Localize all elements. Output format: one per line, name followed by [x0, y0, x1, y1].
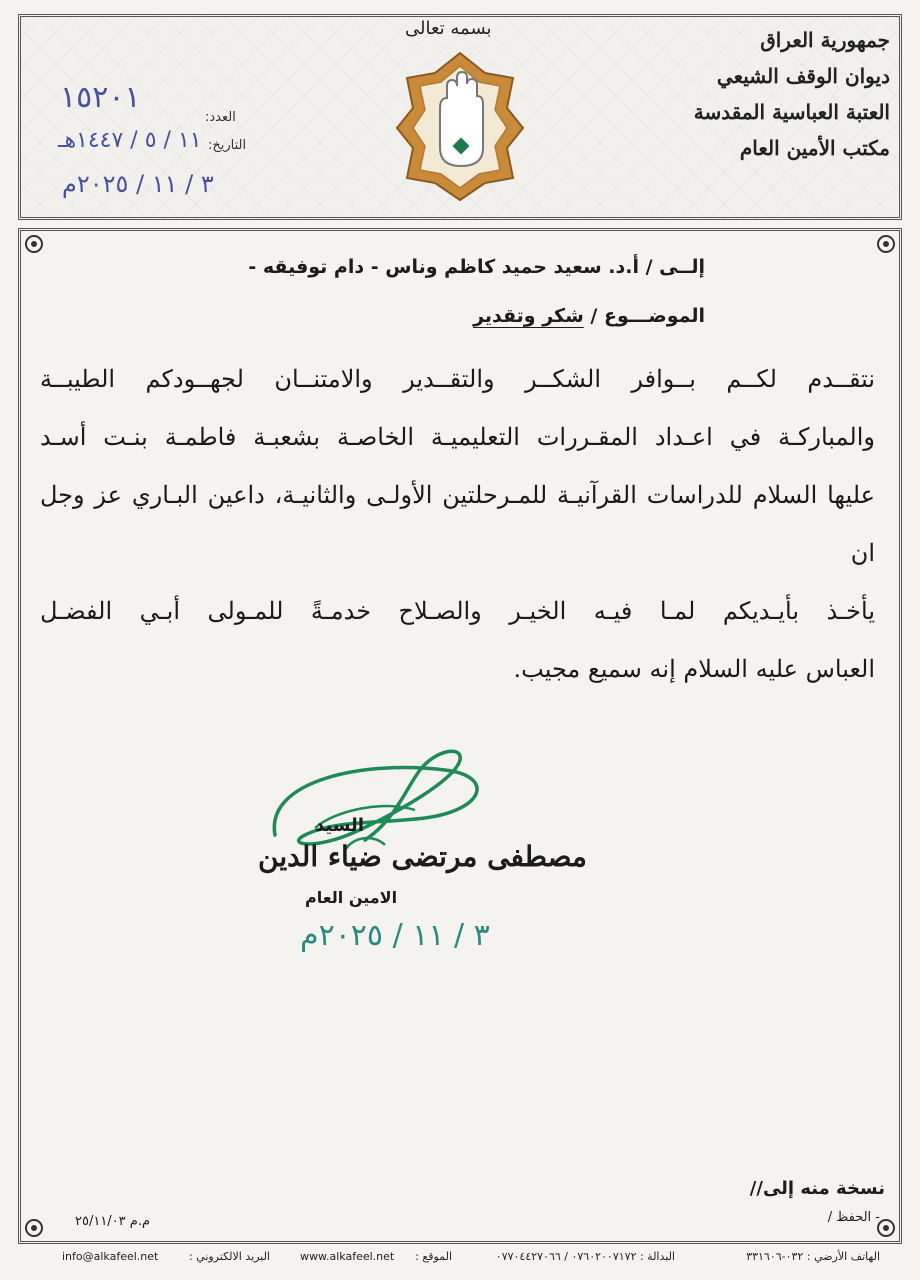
copy-to-label: نسخة منه إلى// — [749, 1178, 885, 1199]
ornament-icon — [22, 232, 52, 262]
basmala: بسمه تعالى — [405, 18, 492, 39]
letter-body — [40, 350, 875, 698]
copy-to-item: - الحفظ / — [827, 1210, 880, 1225]
org-line: العتبة العباسية المقدسة — [693, 100, 890, 124]
subject-line — [473, 305, 705, 327]
org-line: ديوان الوقف الشيعي — [716, 64, 890, 88]
reference-code: م.م ٢٥/١١/٠٣ — [75, 1214, 151, 1229]
org-line: جمهورية العراق — [760, 28, 890, 52]
footer-phone: الهاتف الأرضي : ٠٣٢-٣٣١٦٠٦ — [746, 1250, 880, 1263]
signature-date: ٣ / ١١ / ٢٠٢٥م — [300, 918, 490, 953]
org-line: مكتب الأمين العام — [739, 136, 890, 160]
recipient-line: إلــى / أ.د. سعيد حميد كاظم وناس - دام توفيقه - — [248, 256, 705, 278]
ornament-icon — [22, 1210, 52, 1240]
body-line: نتقــدم لكــم بــوافر الشكــر والتقــدير والامتنــان لجهــودكم الطيبــة — [40, 365, 876, 393]
body-line: يأخـذ بأيـديكم لمـا فيـه الخيـر والصـلاح خدمـةً للمـولى أبـي الفضـل — [40, 597, 875, 625]
subject-label: الموضـــوع / — [590, 305, 705, 327]
body-line: والمباركـة في اعـداد المقـررات التعليميـة الخاصـة بشعبـة فاطمـة بنـت أسـد — [40, 423, 875, 451]
signatory-name: مصطفى مرتضى ضياء الدين — [258, 840, 587, 873]
subject-value: شكر وتقدير — [473, 305, 584, 327]
number-label: العدد: — [205, 110, 236, 125]
organization-block — [690, 22, 890, 166]
number-value: ١٥٢٠١ — [60, 80, 141, 115]
gregorian-date: ٣ / ١١ / ٢٠٢٥م — [62, 170, 214, 198]
footer — [0, 1248, 920, 1270]
signatory-title: السيد — [315, 815, 364, 836]
hijri-date: ١١ / ٥ / ١٤٤٧هـ — [58, 128, 202, 153]
body-line: عليها السلام للدراسات القرآنيـة للمـرحلتين الأولـى والثانيـة، داعين البـاري عز وجل ان — [40, 481, 875, 567]
body-line: العباس عليه السلام إنه سميع مجيب. — [513, 655, 875, 683]
emblem-icon — [395, 48, 525, 203]
footer-site-label: الموقع : — [415, 1250, 452, 1263]
footer-email-label: البريد الالكتروني : — [188, 1250, 270, 1263]
signatory-role: الامين العام — [305, 888, 398, 907]
handwritten-signature — [245, 740, 515, 910]
footer-site[interactable]: www.alkafeel.net — [300, 1250, 395, 1263]
date-label: التاريخ: — [208, 138, 247, 153]
ornament-icon — [868, 232, 898, 262]
footer-exchange: البدالة : ٠٧٦٠٢٠٠٧١٧٢ / ٠٧٧٠٤٤٢٧٠٦٦ — [495, 1250, 675, 1263]
footer-email[interactable]: info@alkafeel.net — [62, 1250, 159, 1263]
